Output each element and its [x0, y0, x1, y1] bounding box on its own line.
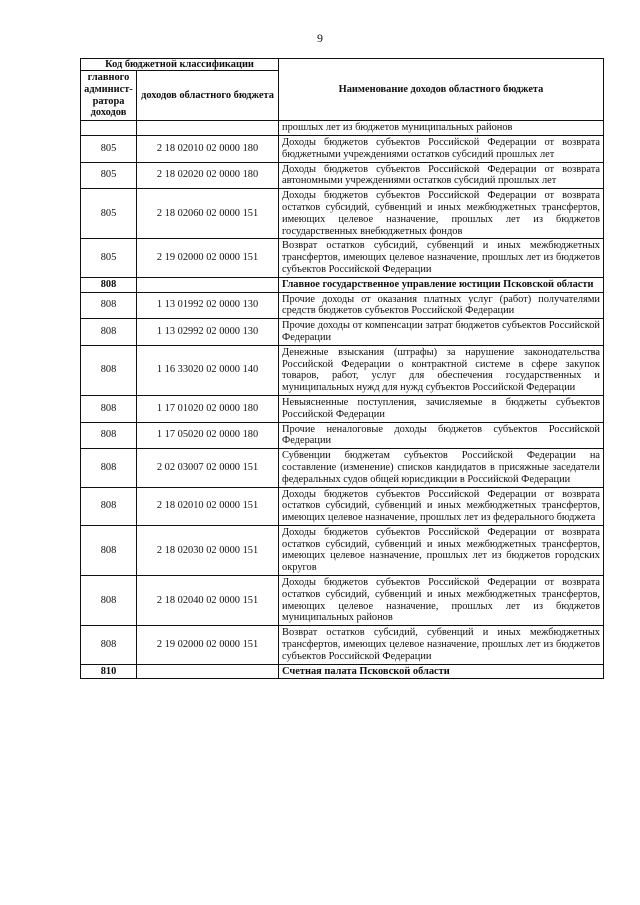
- table-row: [81, 626, 604, 664]
- admin-code-cell: 808: [81, 422, 137, 449]
- classification-code-cell: 2 18 02010 02 0000 151: [137, 487, 279, 525]
- admin-code-cell: 808: [81, 395, 137, 422]
- classification-code-cell: 2 18 02040 02 0000 151: [137, 576, 279, 626]
- classification-code-cell: [137, 664, 279, 679]
- admin-code-cell: 808: [81, 576, 137, 626]
- classification-code-cell: 1 13 01992 02 0000 130: [137, 292, 279, 319]
- income-name-cell: Доходы бюджетов субъектов Российской Федерации от возврата остатков субсидий, субвенций и иных межбюджетных трансфертов, имеющих целевое назначение, прошлых лет из бюджетов городских округов: [279, 525, 604, 575]
- income-name-cell: Счетная палата Псковской области: [279, 664, 604, 679]
- classification-code-cell: 1 16 33020 02 0000 140: [137, 345, 279, 395]
- classification-code-cell: [137, 277, 279, 292]
- income-name-cell: Главное государственное управление юстиции Псковской области: [279, 277, 604, 292]
- table-body: [81, 121, 604, 679]
- income-name-cell: Доходы бюджетов субъектов Российской Федерации от возврата бюджетными учреждениями остатков субсидий прошлых лет: [279, 135, 604, 162]
- table-row: [81, 487, 604, 525]
- classification-code-cell: 1 17 01020 02 0000 180: [137, 395, 279, 422]
- income-name-cell: Возврат остатков субсидий, субвенций и иных межбюджетных трансфертов, имеющих целевое назначение, прошлых лет из бюджетов субъектов Российской Федерации: [279, 626, 604, 664]
- admin-code-cell: 810: [81, 664, 137, 679]
- admin-code-cell: 808: [81, 525, 137, 575]
- classification-code-cell: 2 18 02020 02 0000 180: [137, 162, 279, 189]
- name-column-header: Наименование доходов областного бюджета: [279, 59, 604, 121]
- table-header: [81, 59, 604, 121]
- income-name-cell: Субвенции бюджетам субъектов Российской Федерации на составление (изменение) списков кандидатов в присяжные заседатели федеральных судов общей юрисдикции в Российской Федерации: [279, 449, 604, 487]
- admin-code-cell: 808: [81, 319, 137, 346]
- budget-income-table: [80, 58, 604, 679]
- classification-code-cell: [137, 121, 279, 136]
- income-name-cell: Доходы бюджетов субъектов Российской Федерации от возврата остатков субсидий, субвенций и иных межбюджетных трансфертов, имеющих целевое назначение, прошлых лет из бюджетов муниципальных районов: [279, 576, 604, 626]
- classification-header: Код бюджетной классификации: [81, 59, 279, 71]
- table-row: [81, 292, 604, 319]
- table-row: [81, 345, 604, 395]
- admin-code-cell: [81, 121, 137, 136]
- table-row: [81, 422, 604, 449]
- income-name-cell: Прочие неналоговые доходы бюджетов субъектов Российской Федерации: [279, 422, 604, 449]
- page-number: 9: [317, 31, 323, 45]
- admin-code-cell: 808: [81, 292, 137, 319]
- admin-code-cell: 805: [81, 189, 137, 239]
- admin-column-header: главного админист-ратора доходов: [81, 71, 137, 121]
- income-name-cell: Возврат остатков субсидий, субвенций и иных межбюджетных трансфертов, имеющих целевое назначение, прошлых лет из бюджетов субъектов Российской Федерации: [279, 239, 604, 277]
- admin-code-cell: 805: [81, 239, 137, 277]
- classification-code-cell: 1 17 05020 02 0000 180: [137, 422, 279, 449]
- admin-code-cell: 808: [81, 487, 137, 525]
- income-name-cell: Прочие доходы от оказания платных услуг (работ) получателями средств бюджетов субъектов Российской Федерации: [279, 292, 604, 319]
- admin-code-cell: 808: [81, 626, 137, 664]
- admin-code-cell: 805: [81, 162, 137, 189]
- classification-code-cell: 2 02 03007 02 0000 151: [137, 449, 279, 487]
- table-row: [81, 239, 604, 277]
- table-row: [81, 277, 604, 292]
- income-name-cell: Прочие доходы от компенсации затрат бюджетов субъектов Российской Федерации: [279, 319, 604, 346]
- table-row: [81, 121, 604, 136]
- table-row: [81, 525, 604, 575]
- admin-code-cell: 808: [81, 449, 137, 487]
- classification-code-cell: 2 18 02060 02 0000 151: [137, 189, 279, 239]
- income-name-cell: Доходы бюджетов субъектов Российской Федерации от возврата остатков субсидий, субвенций и иных межбюджетных трансфертов, имеющих целевое назначение, прошлых лет из бюджетов государственных внебюджетных фондов: [279, 189, 604, 239]
- table-row: [81, 135, 604, 162]
- admin-code-cell: 805: [81, 135, 137, 162]
- classification-code-cell: 2 19 02000 02 0000 151: [137, 626, 279, 664]
- table-row: [81, 319, 604, 346]
- income-name-cell: прошлых лет из бюджетов муниципальных районов: [279, 121, 604, 136]
- table-row: [81, 395, 604, 422]
- classification-code-cell: 1 13 02992 02 0000 130: [137, 319, 279, 346]
- income-name-cell: Невыясненные поступления, зачисляемые в бюджеты субъектов Российской Федерации: [279, 395, 604, 422]
- admin-code-cell: 808: [81, 277, 137, 292]
- admin-code-cell: 808: [81, 345, 137, 395]
- table-row: [81, 162, 604, 189]
- classification-code-cell: 2 18 02010 02 0000 180: [137, 135, 279, 162]
- income-name-cell: Доходы бюджетов субъектов Российской Федерации от возврата остатков субсидий, субвенций и иных межбюджетных трансфертов, имеющих целевое назначение, прошлых лет из федерального бюджета: [279, 487, 604, 525]
- classification-code-cell: 2 19 02000 02 0000 151: [137, 239, 279, 277]
- classification-code-cell: 2 18 02030 02 0000 151: [137, 525, 279, 575]
- table-row: [81, 189, 604, 239]
- code-column-header: доходов областного бюджета: [137, 71, 279, 121]
- table-row: [81, 664, 604, 679]
- income-name-cell: Доходы бюджетов субъектов Российской Федерации от возврата автономными учреждениями остатков субсидий прошлых лет: [279, 162, 604, 189]
- table-row: [81, 576, 604, 626]
- table-row: [81, 449, 604, 487]
- income-name-cell: Денежные взыскания (штрафы) за нарушение законодательства Российской Федерации о контрактной системе в сфере закупок товаров, работ, услуг для обеспечения государственных и муниципальных нужд для нужд субъектов Российской Федерации: [279, 345, 604, 395]
